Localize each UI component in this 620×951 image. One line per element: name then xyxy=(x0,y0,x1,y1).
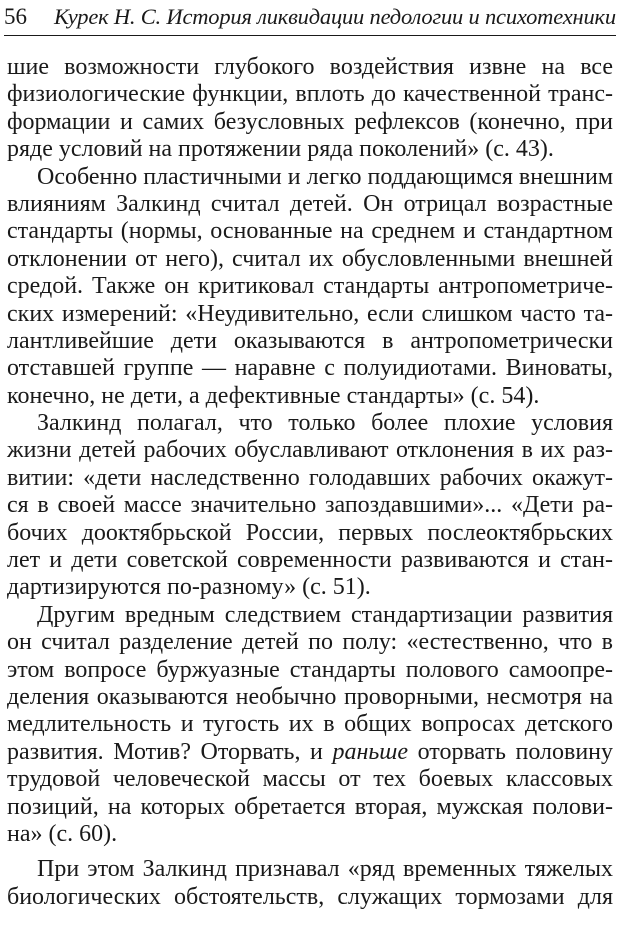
paragraph-2 xyxy=(7,164,613,411)
text-line: конечно, не дети, а дефективные стандарты» (с. 54). xyxy=(7,382,540,409)
text-line: лет и дети советской современности развиваются и стан- xyxy=(7,547,613,574)
text-line: Другим вредным следствием стандартизации развития xyxy=(37,601,613,628)
paragraph-5 xyxy=(7,856,613,911)
text-line: Особенно пластичными и легко поддающимся внешним xyxy=(37,163,614,190)
paragraph-3 xyxy=(7,410,613,602)
text-line: отставшей группе — наравне с полуидиотами. Виноваты, xyxy=(7,355,613,382)
paragraph-spacer xyxy=(7,848,613,856)
text-line: на» (с. 60). xyxy=(7,820,118,847)
text-line: ских измерений: «Неудивительно, если слишком часто та- xyxy=(7,300,613,327)
text-line: медлительность и тугость их в общих вопросах детского xyxy=(7,711,613,738)
text-line: дартизируются по-разному» (с. 51). xyxy=(7,574,371,601)
text-line: стандарты (нормы, основанные на среднем и стандартном xyxy=(7,218,613,245)
text-line: ся в своей массе значительно запоздавшими»... «Дети ра- xyxy=(7,492,613,519)
text-line: деления оказываются необычно проворными, несмотря на xyxy=(7,683,613,710)
paragraph-1 xyxy=(7,54,613,164)
text-line: биологических обстоятельств, служащих тормозами для xyxy=(7,883,613,910)
text-line: шие возможности глубокого воздействия извне на все xyxy=(7,54,613,80)
text-line: При этом Залкинд признавал «ряд временных тяжелых xyxy=(37,856,613,883)
italic-word: раньше xyxy=(332,738,409,765)
text-line: лантливейшие дети оказываются в антропометрически xyxy=(7,327,613,354)
text-run: развития. Мотив? Оторвать, и xyxy=(7,738,333,765)
text-line: бочих дооктябрьской России, первых послеоктябрьских xyxy=(7,519,613,546)
running-title: Курек Н. С. История ликвидации педологии и психотехники xyxy=(54,4,616,29)
text-line: жизни детей рабочих обуславливают отклонения в их раз- xyxy=(7,437,613,464)
text-line: этом вопросе буржуазные стандарты полового самоопре- xyxy=(7,656,613,683)
text-line: витии: «дети наследственно голодавших рабочих окажут- xyxy=(7,464,613,491)
text-line: физиологические функции, вплоть до качественной транс- xyxy=(7,81,613,108)
text-line: ряде условий на протяжении ряда поколений» (с. 43). xyxy=(7,136,554,163)
text-line: он считал разделение детей по полу: «естественно, что в xyxy=(7,629,613,656)
text-line: влияниям Залкинд считал детей. Он отрицал возрастные xyxy=(7,190,613,217)
text-line: отклонении от него), считал их обусловленными внешней xyxy=(7,245,613,272)
text-line: Залкинд полагал, что только более плохие условия xyxy=(37,410,613,437)
text-line xyxy=(7,739,613,766)
paragraph-4 xyxy=(7,602,613,849)
text-line: средой. Также он критиковал стандарты антропометриче- xyxy=(7,273,613,300)
text-line: формации и самих безусловных рефлексов (конечно, при xyxy=(7,108,613,135)
body-text xyxy=(7,54,613,911)
running-header xyxy=(4,2,616,36)
page-number: 56 xyxy=(4,4,27,29)
text-line: трудовой человеческой массы от тех боевых классовых xyxy=(7,766,613,793)
text-line: позиций, на которых обретается вторая, мужская полови- xyxy=(7,793,613,820)
text-run: оторвать половину xyxy=(408,738,613,765)
